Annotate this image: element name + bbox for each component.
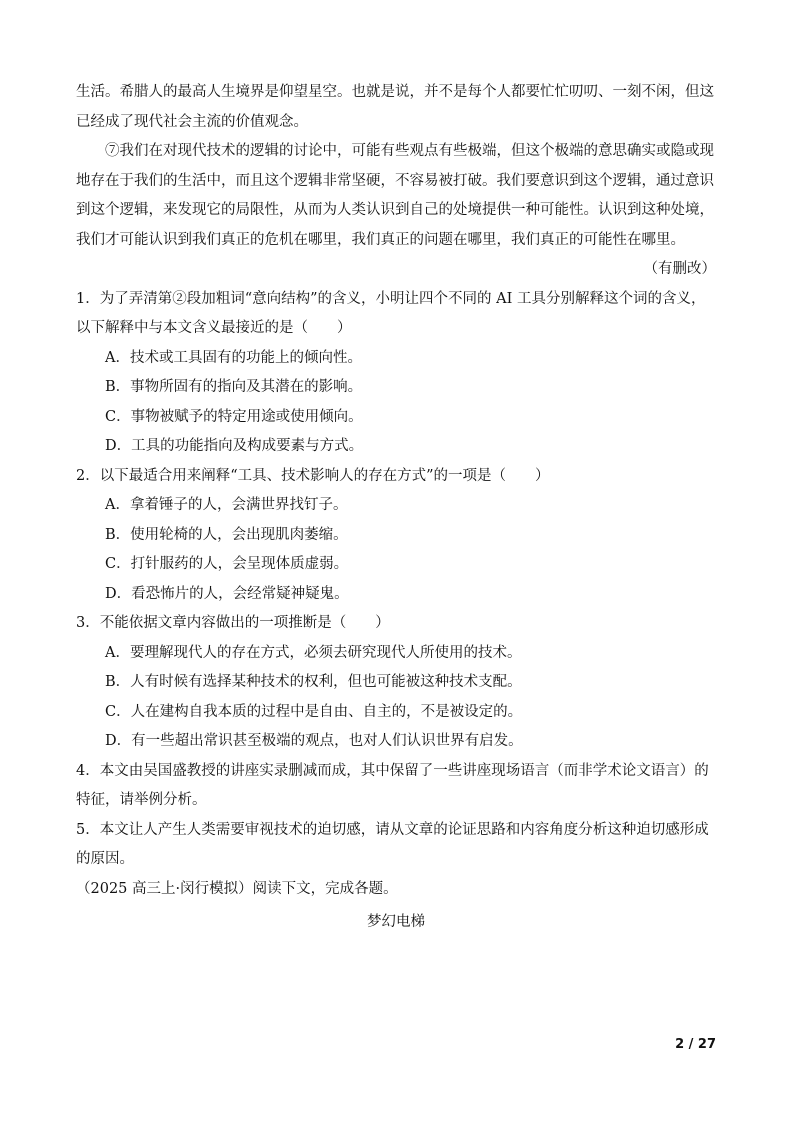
question-5 [76, 816, 716, 875]
question-stem: 1．为了弄清第②段加粗词“意向结构”的含义，小明让四个不同的 AI 工具分别解释这个词的含义，以下解释中与本文含义最接近的是（ ） [76, 290, 706, 336]
next-section-title: 梦幻电梯 [367, 914, 425, 930]
option-a: A．技术或工具固有的功能上的倾向性。 [105, 349, 362, 366]
question-1 [76, 285, 716, 462]
passage-paragraph-7: ⑦我们在对现代技术的逻辑的讨论中，可能有些观点有些极端，但这个极端的意思确实或隐或现地存在于我们的生活中，而且这个逻辑非常坚硬，不容易被打破。我们要意识到这个逻辑，通过意识到这个逻辑，来发现它的局限性，从而为人类认识到自己的处境提供一种可能性。认识到这种处境，我们才可能认识到我们真正的危机在哪里，我们真正的问题在哪里，我们真正的可能性在哪里。 [76, 143, 714, 248]
question-4 [76, 757, 716, 816]
option-a: A．拿着锤子的人，会满世界找钉子。 [105, 497, 348, 513]
next-section-intro: （2025 高三上·闵行模拟）阅读下文，完成各题。 [76, 880, 398, 897]
passage-paragraph-continued: 生活。希腊人的最高人生境界是仰望星空。也就是说，并不是每个人都要忙忙叨叨、一刻不闲，但这已经成了现代社会主流的价值观念。 [76, 84, 714, 130]
option-c: C．人在建构自我本质的过程中是自由、自主的，不是被设定的。 [105, 703, 523, 720]
question-stem: 3．不能依据文章内容做出的一项推断是（ ） [76, 615, 390, 631]
option-c: C．事物被赋予的特定用途或使用倾向。 [105, 408, 363, 425]
option-d: D．工具的功能指向及构成要素与方式。 [105, 438, 364, 454]
question-stem: 2．以下最适合用来阐释“工具、技术影响人的存在方式”的一项是（ ） [76, 467, 550, 484]
option-b: B．人有时候有选择某种技术的权利，但也可能被这种技术支配。 [105, 674, 522, 690]
option-a: A．要理解现代人的存在方式，必须去研究现代人所使用的技术。 [105, 644, 522, 661]
option-b: B．使用轮椅的人，会出现肌肉萎缩。 [105, 526, 348, 543]
option-c: C．打针服药的人，会呈现体质虚弱。 [105, 556, 349, 572]
question-2 [76, 462, 716, 610]
option-d: D．看恐怖片的人，会经常疑神疑鬼。 [105, 585, 349, 602]
option-d: D．有一些超出常识甚至极端的观点，也对人们认识世界有启发。 [105, 733, 523, 749]
page-number: 2 / 27 [675, 1037, 716, 1052]
question-3 [76, 609, 716, 757]
source-note: （有删改） [643, 261, 716, 277]
question-stem: 4．本文由吴国盛教授的讲座实录删减而成，其中保留了一些讲座现场语言（而非学术论文语言）的特征，请举例分析。 [76, 762, 709, 808]
document-content [76, 78, 716, 938]
option-b: B．事物所固有的指向及其潜在的影响。 [105, 379, 363, 395]
question-stem: 5．本文让人产生人类需要审视技术的迫切感，请从文章的论证思路和内容角度分析这种迫切感形成的原因。 [76, 821, 709, 867]
